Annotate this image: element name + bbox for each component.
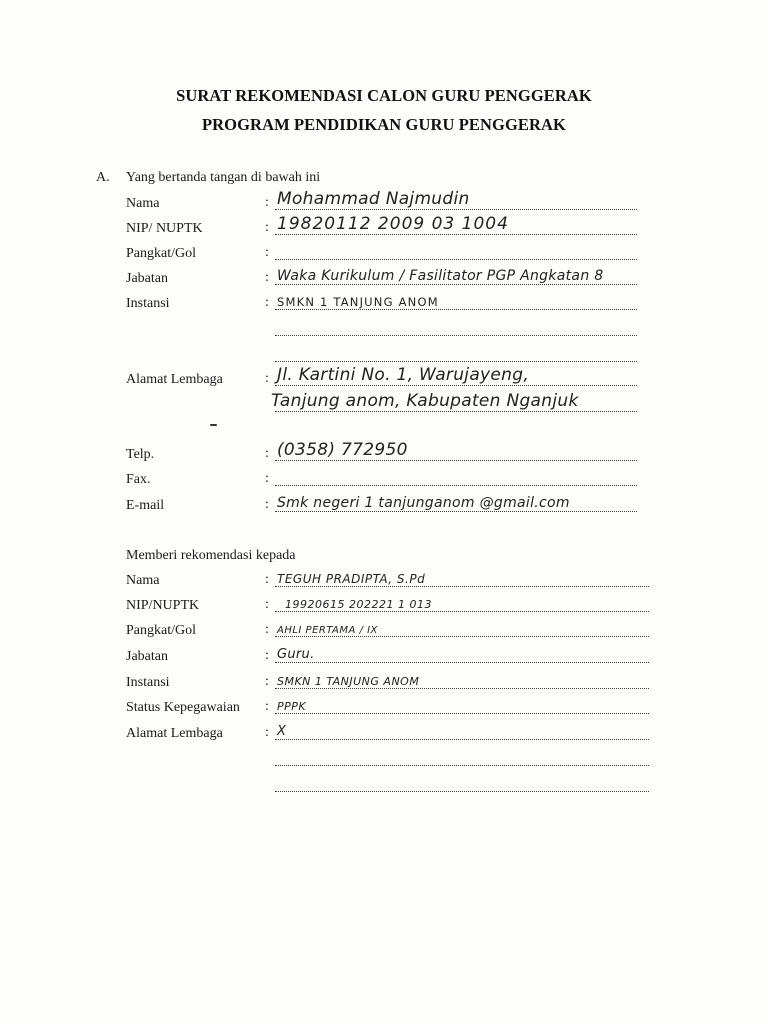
candidate-name-value: TEGUH PRADIPTA, S.Pd xyxy=(277,572,426,586)
candidate-nip-label: NIP/NUPTK xyxy=(126,598,200,613)
candidate-institution-value: SMKN 1 TANJUNG ANOM xyxy=(277,675,420,688)
section-a-intro: Yang bertanda tangan di bawah ini xyxy=(126,170,321,185)
candidate-nip-field: : 19920615 202221 1 013 xyxy=(265,594,649,614)
recommender-address-value-1: Jl. Kartini No. 1, Warujayeng, xyxy=(277,365,530,385)
recommender-email-value: Smk negeri 1 tanjunganom @gmail.com xyxy=(277,495,570,511)
recommender-address-field-1: : Jl. Kartini No. 1, Warujayeng, xyxy=(265,368,637,388)
candidate-rank-label: Pangkat/Gol xyxy=(126,623,196,638)
recommender-name-label: Nama xyxy=(126,196,160,211)
stray-pen-mark xyxy=(210,424,217,426)
recommender-rank-field: : xyxy=(265,242,637,262)
candidate-status-field: : PPPK xyxy=(265,696,649,716)
candidate-nip-value: 19920615 202221 1 013 xyxy=(285,598,432,611)
candidate-address-extra-line-2 xyxy=(265,774,649,794)
recommender-email-field: : Smk negeri 1 tanjunganom @gmail.com xyxy=(265,494,637,514)
recommender-phone-value: (0358) 772950 xyxy=(277,440,408,460)
recommender-nip-label: NIP/ NUPTK xyxy=(126,221,203,236)
section-b-intro: Memberi rekomendasi kepada xyxy=(126,548,296,563)
recommender-address-value-2: Tanjung anom, Kabupaten Nganjuk xyxy=(271,391,579,411)
recommender-address-field-2 xyxy=(265,391,637,414)
candidate-status-label: Status Kepegawaian xyxy=(126,700,240,715)
recommender-position-label: Jabatan xyxy=(126,271,168,286)
recommender-fax-field: : xyxy=(265,468,637,488)
recommender-position-field: : Waka Kurikulum / Fasilitator PGP Angkatan 8 xyxy=(265,267,637,287)
candidate-rank-field: : AHLI PERTAMA / IX xyxy=(265,619,649,639)
recommender-phone-field: : (0358) 772950 xyxy=(265,443,637,463)
section-a-letter: A. xyxy=(96,170,110,185)
recommender-address-label: Alamat Lembaga xyxy=(126,372,223,387)
recommender-institution-value: SMKN 1 TANJUNG ANOM xyxy=(277,295,439,309)
candidate-rank-value: AHLI PERTAMA / IX xyxy=(277,625,378,636)
program-title: PROGRAM PENDIDIKAN GURU PENGGERAK xyxy=(201,115,566,134)
recommender-phone-label: Telp. xyxy=(126,447,155,462)
candidate-address-label: Alamat Lembaga xyxy=(126,726,223,741)
recommender-position-value: Waka Kurikulum / Fasilitator PGP Angkatan 8 xyxy=(277,268,604,284)
candidate-address-value: X xyxy=(277,724,287,739)
recommender-rank-label: Pangkat/Gol xyxy=(126,246,196,261)
recommender-institution-extra-line-2 xyxy=(265,344,637,364)
candidate-status-value: PPPK xyxy=(277,700,307,713)
candidate-name-label: Nama xyxy=(126,573,160,588)
candidate-position-label: Jabatan xyxy=(126,649,168,664)
recommender-name-value: Mohammad Najmudin xyxy=(277,189,470,209)
candidate-position-value: Guru. xyxy=(277,647,315,662)
candidate-institution-label: Instansi xyxy=(126,675,170,690)
recommender-institution-extra-line-1 xyxy=(265,318,637,338)
recommender-nip-value: 19820112 2009 03 1004 xyxy=(277,214,509,234)
candidate-address-extra-line-1 xyxy=(265,748,649,768)
recommender-institution-label: Instansi xyxy=(126,296,170,311)
recommender-name-field: : Mohammad Najmudin xyxy=(265,192,637,212)
candidate-position-field: : Guru. xyxy=(265,645,649,665)
candidate-institution-field: : SMKN 1 TANJUNG ANOM xyxy=(265,671,649,691)
recommender-fax-label: Fax. xyxy=(126,472,151,487)
letter-title: SURAT REKOMENDASI CALON GURU PENGGERAK xyxy=(176,86,592,105)
recommender-institution-field: : SMKN 1 TANJUNG ANOM xyxy=(265,292,637,312)
candidate-address-field: : X xyxy=(265,722,649,742)
recommender-email-label: E-mail xyxy=(126,498,165,513)
candidate-name-field: : TEGUH PRADIPTA, S.Pd xyxy=(265,569,649,589)
recommender-nip-field: : 19820112 2009 03 1004 xyxy=(265,217,637,237)
